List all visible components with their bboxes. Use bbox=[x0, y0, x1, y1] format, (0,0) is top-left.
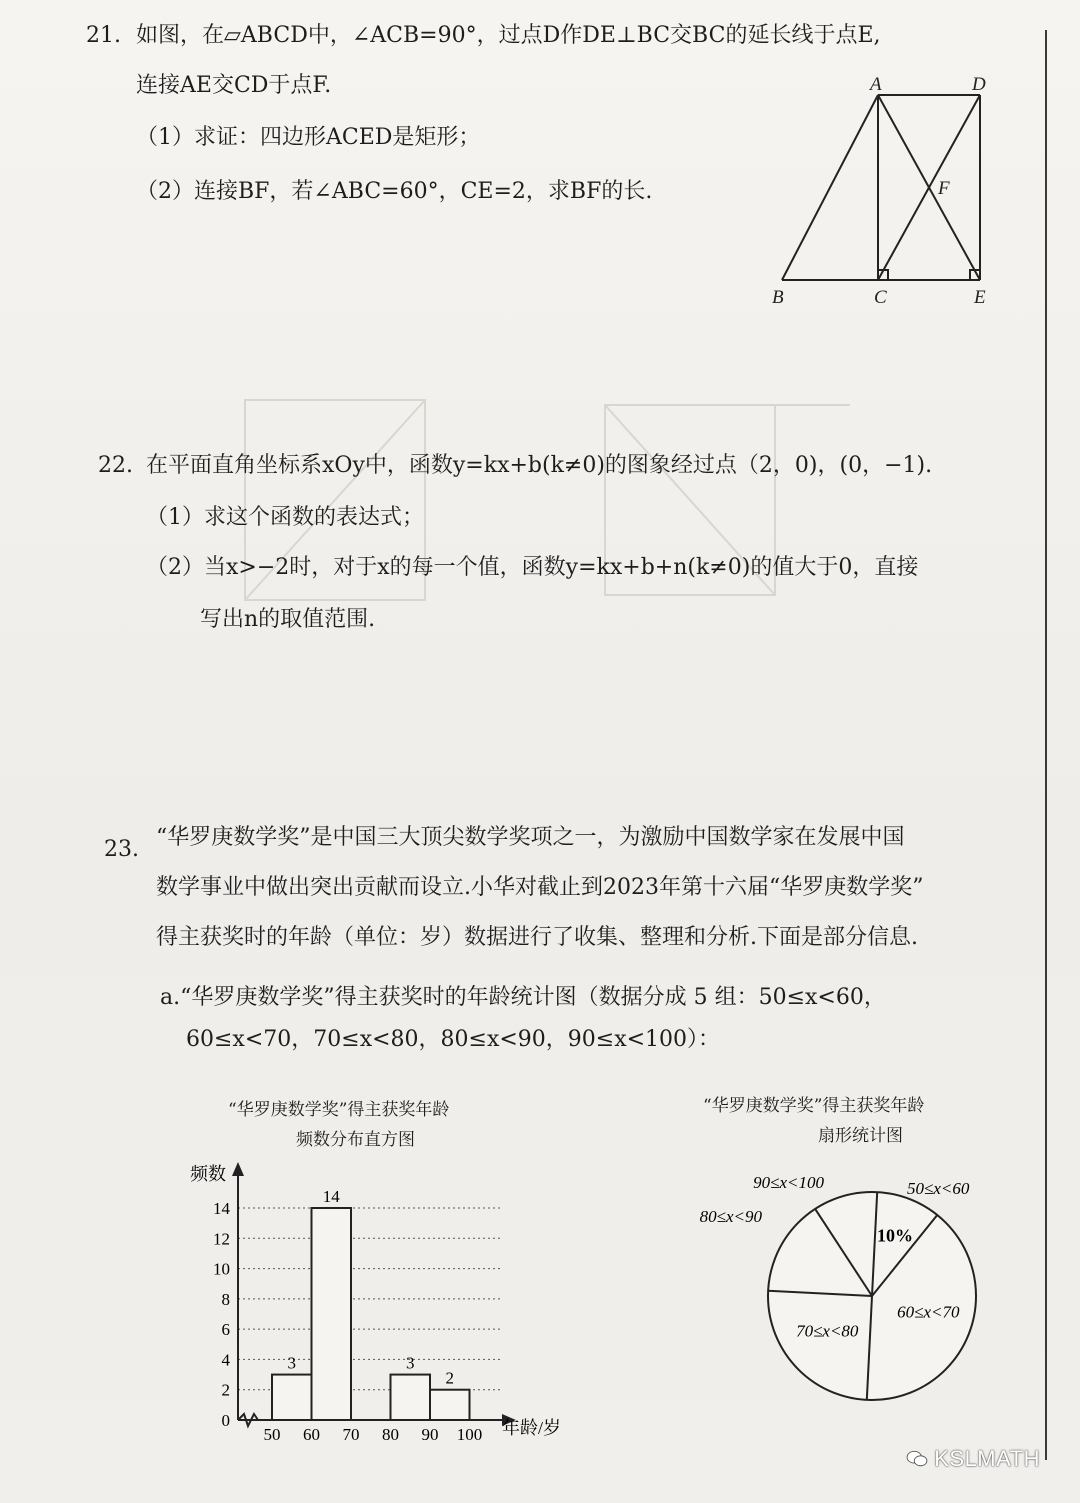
q22-part2-line2: 写出n的取值范围. bbox=[200, 607, 376, 632]
bar-60-70 bbox=[312, 1208, 352, 1420]
q22-stem: 在平面直角坐标系xOy中，函数y=kx+b(k≠0)的图象经过点（2，0)，(0，−1). bbox=[146, 453, 933, 478]
y-tick-label: 12 bbox=[213, 1229, 230, 1249]
slice-label: 60≤x<70 bbox=[897, 1302, 960, 1322]
label-C: C bbox=[874, 287, 887, 308]
q23-info-a-line1: a.“华罗庚数学奖”得主获奖时的年龄统计图（数据分成 5 组：50≤x<60， bbox=[160, 985, 886, 1010]
q21-stem-line2: 连接AE交CD于点F. bbox=[136, 73, 332, 98]
q21-stem-line1: 如图，在▱ABCD中，∠ACB=90°，过点D作DE⊥BC交BC的延长线于点E, bbox=[136, 23, 881, 48]
slice-label: 80≤x<90 bbox=[700, 1207, 762, 1226]
label-F: F bbox=[938, 178, 950, 199]
x-tick-label: 50 bbox=[263, 1425, 281, 1444]
q23-line3: 得主获奖时的年龄（单位：岁）数据进行了收集、整理和分析.下面是部分信息. bbox=[156, 925, 918, 950]
y-tick-label: 2 bbox=[221, 1380, 230, 1400]
histogram-y-ticks bbox=[213, 1199, 231, 1430]
y-tick-label: 14 bbox=[213, 1199, 230, 1218]
pie-subtitle: 扇形统计图 bbox=[818, 1126, 903, 1146]
x-tick-label: 80 bbox=[382, 1425, 399, 1444]
q21-number: 21. bbox=[86, 23, 121, 48]
slice-label: 90≤x<100 bbox=[753, 1173, 824, 1192]
bar-50-60 bbox=[272, 1375, 312, 1420]
q21-part2: （2）连接BF，若∠ABC=60°，CE=2，求BF的长. bbox=[136, 179, 653, 204]
x-tick-label: 90 bbox=[421, 1425, 439, 1444]
slice-label: 70≤x<80 bbox=[796, 1321, 859, 1341]
y-tick-label: 4 bbox=[221, 1350, 230, 1370]
q22-part1: （1）求这个函数的表达式； bbox=[146, 505, 424, 530]
slice-label: 50≤x<60 bbox=[907, 1179, 970, 1198]
pie-chart bbox=[700, 1158, 1040, 1418]
watermark-text: KSLMATH bbox=[934, 1446, 1040, 1471]
pie-title: “华罗庚数学奖”得主获奖年龄 bbox=[703, 1096, 925, 1116]
histogram-gridlines bbox=[238, 1208, 500, 1390]
wechat-icon bbox=[906, 1450, 928, 1468]
q23-info-a-line2: 60≤x<70，70≤x<80，80≤x<90，90≤x<100）： bbox=[186, 1027, 721, 1052]
histogram-chart bbox=[170, 1158, 590, 1448]
pie-slices bbox=[768, 1192, 976, 1400]
x-tick-label: 60 bbox=[303, 1425, 320, 1444]
histogram-subtitle: 频数分布直方图 bbox=[296, 1130, 415, 1150]
bar-90-100 bbox=[430, 1390, 470, 1420]
bar-value-label: 2 bbox=[445, 1368, 454, 1388]
q21-figure bbox=[760, 70, 1020, 320]
bar-value-label: 14 bbox=[322, 1187, 340, 1206]
y-tick-label: 10 bbox=[213, 1259, 230, 1279]
y-tick-label: 8 bbox=[221, 1289, 230, 1309]
q23-line2: 数学事业中做出突出贡献而设立.小华对截止到2023年第十六届“华罗庚数学奖” bbox=[156, 875, 924, 900]
label-A: A bbox=[870, 74, 882, 95]
label-B: B bbox=[772, 287, 784, 308]
bar-value-label: 3 bbox=[406, 1353, 415, 1373]
bar-value-label: 3 bbox=[287, 1353, 296, 1373]
x-axis-title: 年龄/岁 bbox=[502, 1418, 562, 1438]
histogram-bars bbox=[272, 1208, 470, 1420]
segment-AB bbox=[782, 95, 878, 280]
y-tick-label: 6 bbox=[221, 1320, 230, 1340]
histogram-x-ticks bbox=[264, 1425, 483, 1444]
q22-number: 22. bbox=[98, 453, 133, 478]
q23-line1: “华罗庚数学奖”是中国三大顶尖数学奖项之一，为激励中国数学家在发展中国 bbox=[156, 825, 905, 850]
x-tick-label: 70 bbox=[342, 1425, 360, 1444]
y-axis-title: 频数 bbox=[190, 1164, 226, 1184]
label-E: E bbox=[974, 287, 986, 308]
margin-rule bbox=[1045, 30, 1047, 1460]
q21-part1: （1）求证：四边形ACED是矩形； bbox=[136, 125, 481, 150]
bar-80-90 bbox=[391, 1375, 431, 1420]
y-axis-arrow bbox=[232, 1162, 244, 1176]
histogram-title: “华罗庚数学奖”得主获奖年龄 bbox=[228, 1100, 450, 1120]
slice-percent-label: 10% bbox=[876, 1225, 913, 1246]
label-D: D bbox=[972, 74, 986, 95]
x-tick-label: 100 bbox=[456, 1425, 483, 1444]
watermark bbox=[906, 1446, 1040, 1472]
y-tick-label: 0 bbox=[221, 1411, 230, 1430]
q22-part2-line1: （2）当x>−2时，对于x的每一个值，函数y=kx+b+n(k≠0)的值大于0，直接 bbox=[146, 555, 919, 580]
q23-number: 23. bbox=[104, 837, 139, 862]
